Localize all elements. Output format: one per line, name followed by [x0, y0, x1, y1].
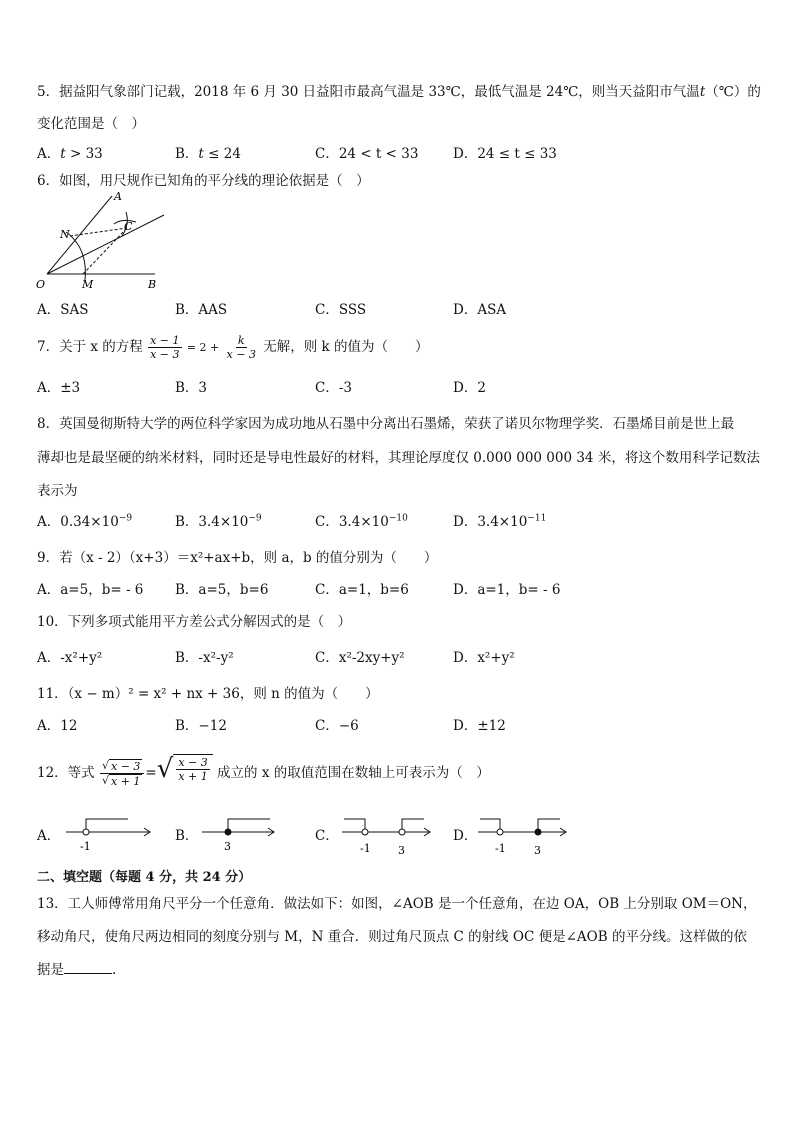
label-a: A [114, 190, 122, 203]
q9-stem: 9．若（x - 2）（x+3）＝x²+ax+b，则 a，b 的值分别为（ ） [37, 550, 438, 566]
q6-stem: 6．如图，用尺规作已知角的平分线的理论依据是（ ） [37, 173, 370, 189]
radicand: x + 1 [111, 775, 141, 788]
q5-stem-text-b: （℃）的 [705, 84, 761, 100]
option-label: C． [315, 146, 339, 162]
option-base: 3.4×10 [338, 514, 389, 530]
q12-fraction-left [100, 759, 144, 788]
q12-stem [37, 750, 490, 796]
q6-angle-bisector-figure [30, 188, 170, 294]
option-label: D． [453, 146, 478, 162]
radicand [173, 754, 212, 784]
label-b: B [148, 278, 157, 291]
fraction-numerator [100, 759, 144, 774]
closed-point-3 [535, 829, 541, 835]
option-label: B． [175, 146, 199, 162]
option-base: 3.4×10 [477, 514, 528, 530]
q5-option-b[interactable] [175, 144, 241, 164]
q9-option-a[interactable]: A．a=5，b= - 6 [37, 582, 144, 598]
q6-option-b[interactable]: B．AAS [175, 302, 228, 318]
q13-stem-text-a: 据是 [37, 962, 64, 978]
segment-nc [70, 228, 127, 236]
q5-stem-line2: 变化范围是（ ） [37, 116, 145, 132]
fraction-numerator: x − 1 [150, 334, 180, 347]
q12-option-d-label[interactable]: D． [453, 828, 478, 844]
q9-option-b[interactable]: B．a=5，b=6 [175, 582, 269, 598]
q11-option-b[interactable]: B．−12 [175, 718, 227, 734]
option-base: 3.4×10 [198, 514, 249, 530]
q6-option-d[interactable]: D．ASA [453, 302, 507, 318]
q13-stem-line3 [37, 959, 116, 980]
q13-stem-text-b: . [112, 962, 117, 978]
option-label: C． [315, 514, 339, 530]
q12-stem-text-a: 12．等式 [37, 765, 95, 781]
fraction-denominator [100, 774, 144, 788]
q12-fraction-right [176, 756, 209, 783]
q6-option-a[interactable]: A．SAS [37, 302, 89, 318]
q8-stem-line3: 表示为 [37, 483, 78, 499]
q7-stem [37, 330, 429, 365]
q10-option-a[interactable]: A．-x²+y² [37, 650, 103, 666]
q7-fraction-left [148, 334, 181, 361]
ray-oc [47, 215, 164, 274]
q12-option-a-label[interactable]: A． [37, 828, 61, 844]
ray-oa [47, 196, 112, 274]
q9-option-d[interactable]: D．a=1，b= - 6 [453, 582, 561, 598]
q7-stem-text-b: 无解，则 k 的值为（ ） [263, 339, 429, 355]
q7-option-a[interactable]: A．±3 [37, 380, 81, 396]
right-range-bracket [538, 819, 560, 832]
q10-stem: 10．下列多项式能用平方差公式分解因式的是（ ） [37, 614, 352, 630]
q7-option-c[interactable]: C．-3 [315, 380, 352, 396]
tick-label-3: 3 [398, 844, 405, 856]
open-point-3 [399, 829, 405, 835]
q8-option-b[interactable] [175, 512, 262, 532]
right-range-bracket [402, 819, 424, 832]
fraction-numerator: x − 3 [178, 756, 208, 769]
q5-stem-var: t [699, 84, 706, 100]
option-label: D． [453, 514, 478, 530]
tick-label-3: 3 [224, 840, 231, 853]
left-range-bracket [480, 819, 500, 832]
q12-option-c-number-line[interactable] [340, 814, 436, 856]
q5-stem-line1 [37, 82, 761, 102]
fraction-denominator: x + 1 [178, 770, 208, 783]
tick-label-neg1: -1 [360, 842, 371, 855]
q8-stem-line1: 8．英国曼彻斯特大学的两位科学家因为成功地从石墨中分离出石墨烯，荣获了诺贝尔物理学奖．石墨烯目前是世上最 [37, 416, 735, 432]
q10-option-d[interactable]: D．x²+y² [453, 650, 515, 666]
q10-option-c[interactable]: C．x²-2xy+y² [315, 650, 405, 666]
range-bracket [228, 819, 270, 832]
q12-option-d-number-line[interactable] [476, 814, 572, 856]
q8-option-a[interactable] [37, 512, 132, 532]
label-n: N [60, 228, 70, 241]
q7-equals: = 2 + [186, 341, 220, 354]
q9-option-c[interactable]: C．a=1，b=6 [315, 582, 409, 598]
section-fill-in-title: 二、填空题（每题 4 分，共 24 分） [37, 870, 252, 885]
option-expr: 24 ≤ t ≤ 33 [477, 146, 557, 162]
q12-equals: = [145, 765, 157, 781]
open-point-neg1 [497, 829, 503, 835]
option-base: 0.34×10 [60, 514, 119, 530]
q13-stem-line1: 13．工人师傅常用角尺平分一个任意角．做法如下：如图，∠AOB 是一个任意角，在边 OA，OB 上分别取 OM＝ON， [37, 896, 757, 912]
q8-option-d[interactable] [453, 512, 546, 532]
label-c: C [124, 220, 133, 233]
q12-option-b-label[interactable]: B． [175, 828, 199, 844]
q12-sqrt-right: √ $\frac{x - 3}{x + 1}$ [157, 754, 213, 784]
tick-label-3: 3 [534, 844, 541, 856]
q5-stem-text-a: 5．据益阳气象部门记载，2018 年 6 月 30 日益阳市最高气温是 33℃，最低气温是 24℃，则当天益阳市气温 [37, 84, 700, 100]
q5-option-d[interactable] [453, 144, 557, 164]
sqrt-numerator: √ x − 3 [101, 759, 141, 773]
option-label: A． [37, 514, 61, 530]
q7-option-b[interactable]: B．3 [175, 380, 208, 396]
range-bracket [86, 819, 128, 832]
left-range-bracket [344, 819, 365, 832]
q12-option-b-number-line[interactable] [200, 814, 280, 854]
q12-option-c-label[interactable]: C． [315, 828, 339, 844]
q11-stem: 11．（x − m）² = x² + nx + 36，则 n 的值为（ ） [37, 686, 379, 702]
q5-option-a[interactable] [37, 144, 103, 164]
option-exponent: −9 [118, 513, 133, 524]
option-exponent: −11 [527, 513, 547, 524]
q10-option-b[interactable]: B．-x²-y² [175, 650, 234, 666]
q8-option-c[interactable] [315, 512, 408, 532]
tick-label-neg1: -1 [80, 840, 91, 853]
q12-option-a-number-line[interactable] [64, 814, 156, 854]
option-exponent: −10 [388, 513, 408, 524]
option-expr: 24 < t < 33 [338, 146, 419, 162]
q13-stem-line2: 移动角尺，使角尺两边相同的刻度分别与 M，N 重合．则过角尺顶点 C 的射线 OC 便是∠AOB 的平分线。这样做的依 [37, 929, 747, 945]
option-expr: ≤ 24 [203, 146, 241, 162]
label-m: M [82, 278, 94, 291]
radicand: x − 3 [111, 760, 141, 773]
q7-option-d[interactable]: D．2 [453, 380, 486, 396]
q7-stem-text-a: 7．关于 x 的方程 [37, 339, 143, 355]
option-label: B． [175, 514, 199, 530]
q5-option-c[interactable] [315, 144, 418, 164]
option-var: t [198, 146, 204, 162]
q8-stem-line2: 薄却也是最坚硬的纳米材料，同时还是导电性最好的材料，其理论厚度仅 0.000 000 000 34 米，将这个数用科学记数法 [37, 450, 760, 466]
closed-point [225, 829, 231, 835]
tick-label-neg1: -1 [495, 842, 506, 855]
open-point-neg1 [362, 829, 368, 835]
q6-option-c[interactable]: C．SSS [315, 302, 367, 318]
label-o: O [36, 278, 46, 291]
option-var: t [60, 146, 66, 162]
fraction-denominator: x − 3 [150, 348, 180, 361]
sqrt-denominator: √ x + 1 [101, 774, 141, 788]
option-expr: > 33 [65, 146, 103, 162]
segment-mc [83, 228, 127, 274]
q11-option-d[interactable]: D．±12 [453, 718, 506, 734]
option-exponent: −9 [248, 513, 262, 524]
fraction-denominator: x − 3 [226, 348, 256, 361]
option-label: A． [37, 146, 61, 162]
q11-option-c[interactable]: C．−6 [315, 718, 359, 734]
q12-stem-text-b: 成立的 x 的取值范围在数轴上可表示为（ ） [217, 765, 490, 781]
q13-answer-blank[interactable] [64, 959, 112, 974]
open-point [83, 829, 89, 835]
q11-option-a[interactable]: A．12 [37, 718, 78, 734]
fraction-numerator: k [237, 334, 245, 347]
q7-fraction-right [225, 334, 258, 361]
